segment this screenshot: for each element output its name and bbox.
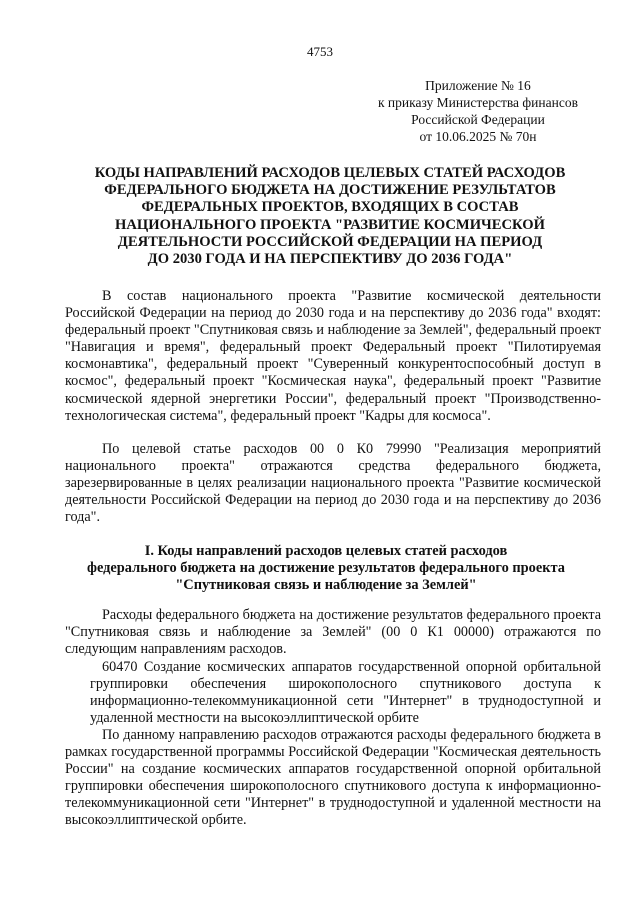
title-line: ФЕДЕРАЛЬНЫХ ПРОЕКТОВ, ВХОДЯЩИХ В СОСТАВ xyxy=(141,199,519,216)
title-line: КОДЫ НАПРАВЛЕНИЙ РАСХОДОВ ЦЕЛЕВЫХ СТАТЕЙ РАСХОДОВ xyxy=(94,165,566,181)
section-paragraph: По данному направлению расходов отражаются расходы федерального бюджета в рамках государственной программы Российской Федерации "Космическая деятельность России" на создание космических аппаратов государственной опорной орбитальной группировки обеспечения широкополосного спутникового доступа к информационно-телекоммуникационной сети "Интернет" в труднодоступной и удаленной местности на высокоэллиптической орбите. xyxy=(65,727,601,829)
appendix-line: к приказу Министерства финансов xyxy=(378,95,578,110)
appendix-line: Приложение № 16 xyxy=(425,78,531,93)
section-paragraph: Расходы федерального бюджета на достижение результатов федерального проекта "Спутниковая связь и наблюдение за Землей" (00 0 К1 00000) отражаются по следующим направлениям расходов. xyxy=(65,607,601,658)
title-line: ДЕЯТЕЛЬНОСТИ РОССИЙСКОЙ ФЕДЕРАЦИИ НА ПЕРИОД xyxy=(117,233,543,250)
section-title-line: федерального бюджета на достижение результатов федерального проекта xyxy=(86,560,565,577)
expense-code-entry: 60470 Создание космических аппаратов государственной опорной орбитальной группировки обеспечения широкополосного спутникового доступа к информационно-телекоммуникационной сети "Интернет" в труднодоступной и удаленной местности на высокоэллиптической орбите xyxy=(90,659,601,727)
title-line: ФЕДЕРАЛЬНОГО БЮДЖЕТА НА ДОСТИЖЕНИЕ РЕЗУЛЬТАТОВ xyxy=(104,182,556,199)
section-title-line: "Спутниковая связь и наблюдение за Землей" xyxy=(175,577,477,594)
title-line: НАЦИОНАЛЬНОГО ПРОЕКТА "РАЗВИТИЕ КОСМИЧЕСКОЙ xyxy=(115,216,545,233)
appendix-line: от 10.06.2025 № 70н xyxy=(419,129,537,144)
title-line: ДО 2030 ГОДА И НА ПЕРСПЕКТИВУ ДО 2036 ГОДА" xyxy=(147,251,513,268)
section-title xyxy=(70,543,582,595)
section-title-line: I. Коды направлений расходов целевых статей расходов xyxy=(144,543,508,559)
intro-paragraph: В состав национального проекта "Развитие космической деятельности Российской Федерации на период до 2030 года и на перспективу до 2036 года" входят: федеральный проект "Спутниковая связь и наблюдение за Землей", федеральный проект "Навигация и время", федеральный проект Федеральный проект "Пилотируемая космонавтика", федеральный проект "Суверенный конкурентоспособный доступ в космос", федеральный проект "Космическая наука", федеральный проект "Развитие космической ядерной энергетики России", федеральный проект "Производственно-технологическая система", федеральный проект "Кадры для космоса". xyxy=(65,288,601,424)
appendix-header xyxy=(378,77,578,145)
document-title xyxy=(70,165,590,268)
page-number: 4753 xyxy=(307,44,333,59)
intro-paragraph: По целевой статье расходов 00 0 К0 79990 "Реализация мероприятий национального проекта" отражаются средства федерального бюджета, зарезервированные в целях реализации национального проекта "Развитие космической деятельности Российской Федерации на период до 2030 года и на перспективу до 2036 года". xyxy=(65,441,601,526)
appendix-line: Российской Федерации xyxy=(411,112,545,127)
